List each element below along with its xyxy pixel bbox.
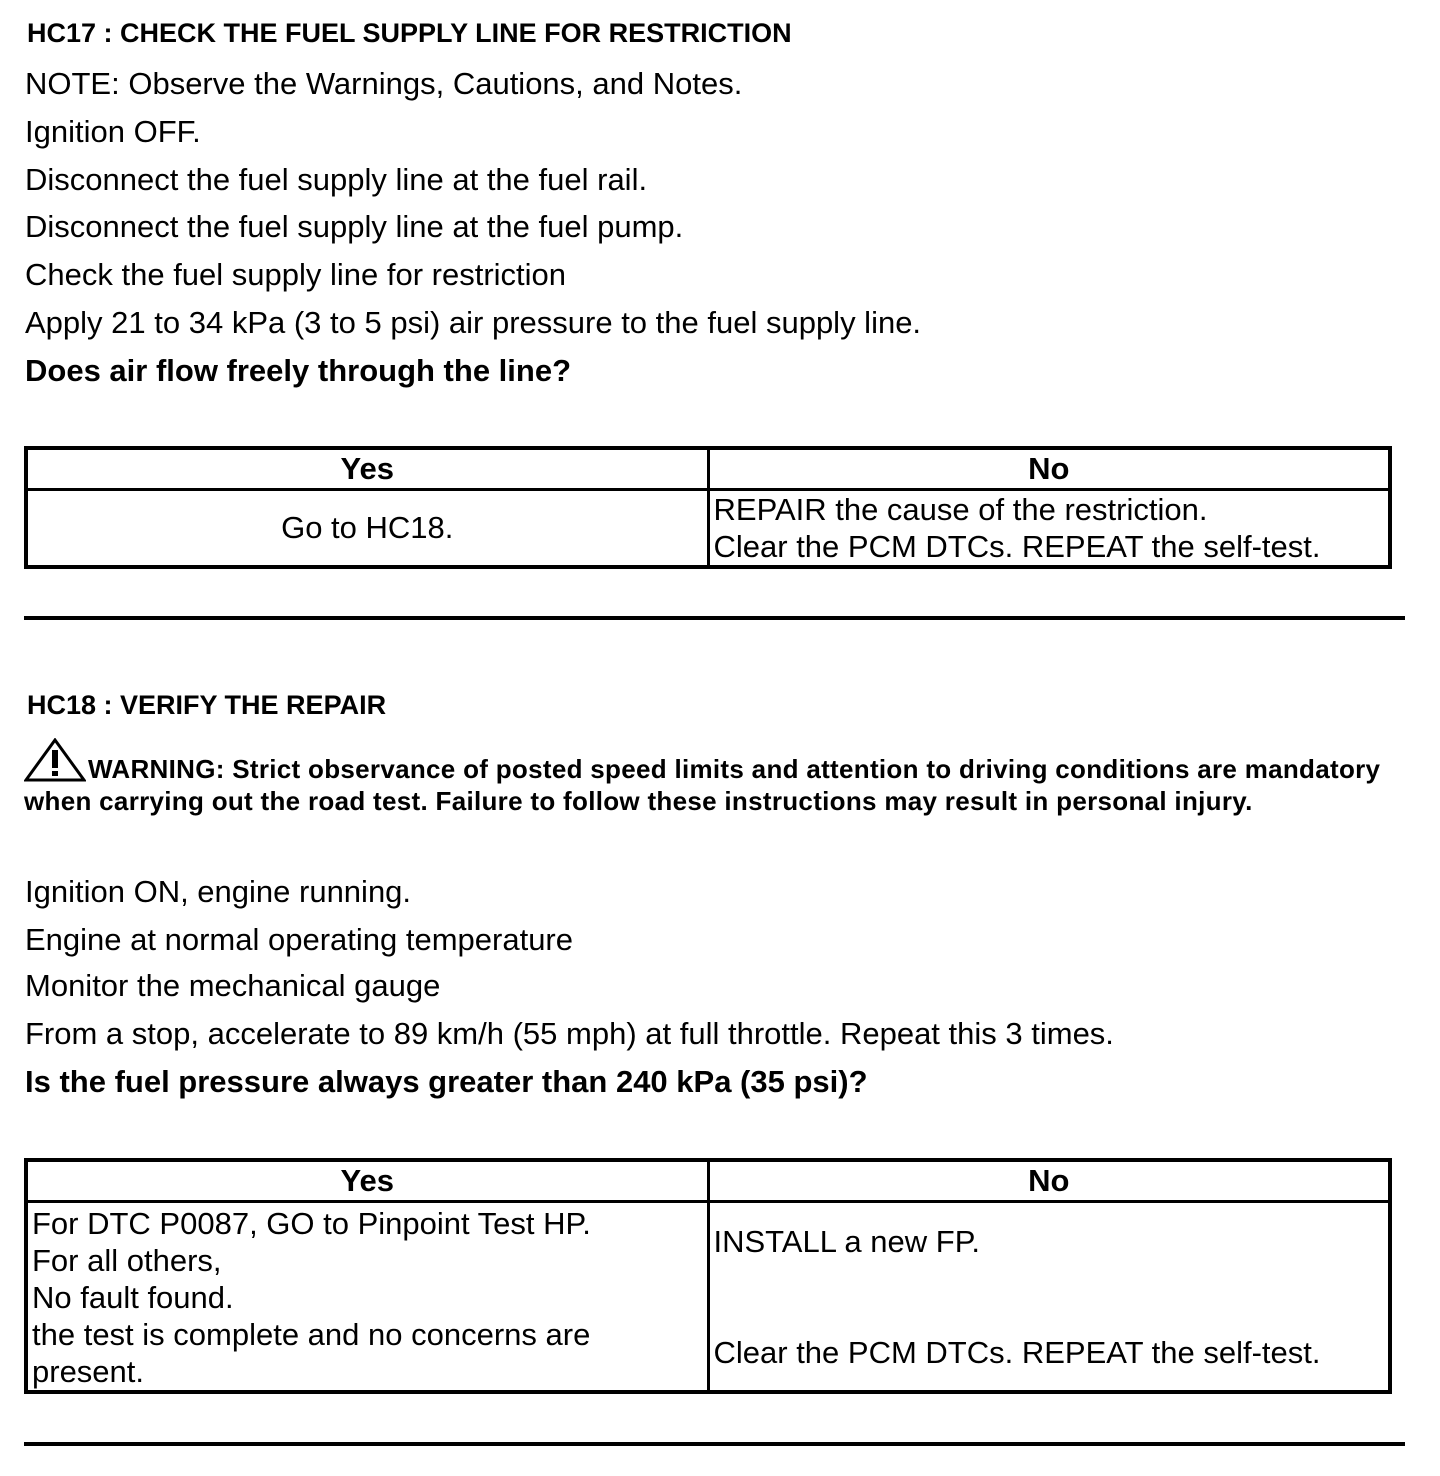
yes-line: present. <box>32 1354 145 1389</box>
section-divider <box>24 1442 1405 1446</box>
no-cell <box>708 1202 1390 1393</box>
decision-table-hc18 <box>24 1158 1392 1394</box>
decision-table-hc17 <box>24 446 1392 569</box>
header-yes: Yes <box>26 1160 708 1202</box>
no-line: Clear the PCM DTCs. REPEAT the self-test. <box>713 1335 1321 1370</box>
question-hc17: Does air flow freely through the line? <box>25 353 572 388</box>
step-disconnect-pump: Disconnect the fuel supply line at the fuel pump. <box>25 209 684 244</box>
step-monitor-gauge: Monitor the mechanical gauge <box>25 968 441 1003</box>
section-divider <box>24 616 1405 620</box>
header-no: No <box>708 1160 1390 1202</box>
yes-line: For DTC P0087, GO to Pinpoint Test HP. <box>32 1206 591 1241</box>
warning-triangle-icon <box>24 738 86 782</box>
warning-block <box>24 738 1414 817</box>
section-heading-hc17: HC17 : CHECK THE FUEL SUPPLY LINE FOR RESTRICTION <box>27 18 792 48</box>
step-ignition-on: Ignition ON, engine running. <box>25 874 412 909</box>
step-note: NOTE: Observe the Warnings, Cautions, and Notes. <box>25 66 743 101</box>
question-hc18: Is the fuel pressure always greater than 240 kPa (35 psi)? <box>25 1064 868 1099</box>
header-yes: Yes <box>26 448 708 490</box>
yes-line: the test is complete and no concerns are <box>32 1317 591 1352</box>
yes-cell <box>26 1202 708 1393</box>
no-cell <box>708 490 1390 568</box>
yes-line: No fault found. <box>32 1280 234 1315</box>
header-no: No <box>708 448 1390 490</box>
no-line: INSTALL a new FP. <box>713 1224 980 1259</box>
step-apply-pressure: Apply 21 to 34 kPa (3 to 5 psi) air pressure to the fuel supply line. <box>25 305 922 340</box>
step-check-restriction: Check the fuel supply line for restriction <box>25 257 567 292</box>
step-accelerate: From a stop, accelerate to 89 km/h (55 mph) at full throttle. Repeat this 3 times. <box>25 1016 1114 1051</box>
yes-cell: Go to HC18. <box>26 490 708 568</box>
section-heading-hc18: HC18 : VERIFY THE REPAIR <box>27 690 387 720</box>
step-engine-temp: Engine at normal operating temperature <box>25 922 573 957</box>
step-ignition-off: Ignition OFF. <box>25 114 201 149</box>
step-disconnect-rail: Disconnect the fuel supply line at the fuel rail. <box>25 162 648 197</box>
yes-line: For all others, <box>32 1243 222 1278</box>
warning-text: WARNING: Strict observance of posted speed limits and attention to driving conditions are mandatory when carrying out the road test. Failure to follow these instructions may result in personal injury. <box>24 754 1381 816</box>
no-line: REPAIR the cause of the restriction. <box>713 492 1208 527</box>
no-line: Clear the PCM DTCs. REPEAT the self-test. <box>713 529 1321 564</box>
